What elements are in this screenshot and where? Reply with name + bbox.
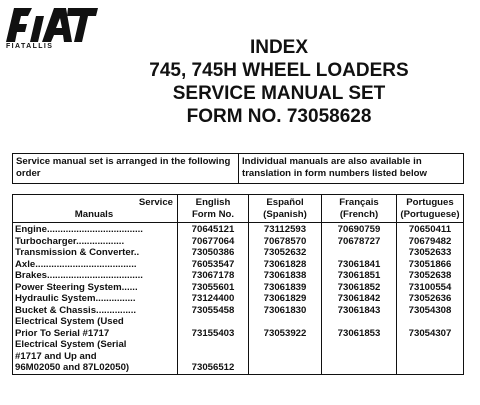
title-line-model: 745, 745H WHEEL LOADERS — [149, 60, 409, 81]
table-row — [13, 293, 464, 305]
manuals-table — [12, 194, 464, 375]
title-line-set: SERVICE MANUAL SET — [172, 83, 386, 104]
table-row — [13, 270, 464, 282]
french-form: 70678727 — [322, 236, 397, 248]
header-english: English Form No. — [178, 195, 249, 223]
spanish-form: 70678570 — [249, 236, 322, 248]
portuguese-form: 70650411 — [408, 224, 452, 235]
french-form: 73061841 — [322, 259, 397, 271]
portuguese-form: 73052633 — [408, 247, 452, 258]
english-form: 76053547 — [178, 259, 249, 271]
manual-name: #1717 and Up and — [13, 351, 178, 363]
table-row — [13, 236, 464, 248]
portuguese-form: 73052638 — [408, 270, 452, 281]
portuguese-form: 73100554 — [408, 281, 452, 293]
spanish-form: 73061828 — [249, 259, 322, 271]
translation-note: Individual manuals are also available in translation in form numbers listed below — [242, 156, 427, 179]
spanish-form: 73061838 — [249, 270, 322, 282]
index-title — [78, 36, 480, 128]
table-row — [13, 305, 464, 317]
portuguese-form — [397, 316, 464, 328]
spanish-form: 73061829 — [249, 293, 322, 305]
french-form — [322, 362, 397, 374]
notes-box — [12, 153, 464, 184]
spanish-form: 73061839 — [249, 282, 322, 294]
portuguese-form — [397, 351, 464, 363]
portuguese-form: 73054308 — [408, 304, 452, 316]
table-row — [13, 223, 464, 236]
english-form: 70677064 — [178, 236, 249, 248]
manual-name: Turbocharger.................. — [13, 236, 178, 248]
french-form — [322, 339, 397, 351]
french-form: 73061851 — [322, 270, 397, 282]
spanish-form: 73061830 — [249, 305, 322, 317]
table-header-row — [13, 195, 464, 223]
manual-name: Electrical System (Serial — [13, 339, 178, 351]
spanish-form — [249, 316, 322, 328]
english-form: 73067178 — [178, 270, 249, 282]
spanish-form — [249, 339, 322, 351]
spanish-form — [249, 351, 322, 363]
manual-name: Axle...................................... — [13, 259, 178, 271]
table-row — [13, 351, 464, 363]
table-row — [13, 282, 464, 294]
header-portuguese: Portugues (Portuguese) — [397, 195, 464, 223]
english-form: 70645121 — [178, 223, 249, 236]
french-form: 73061842 — [322, 293, 397, 305]
table-row — [13, 316, 464, 328]
manual-name: 96M02050 and 87L02050) — [13, 362, 178, 374]
title-line-form: FORM NO. 73058628 — [186, 106, 372, 127]
manual-name: Prior To Serial #1717 — [13, 328, 178, 340]
table-row — [13, 328, 464, 340]
spanish-form: 73053922 — [249, 328, 322, 340]
portuguese-form: 73052636 — [408, 293, 452, 304]
english-form — [178, 351, 249, 363]
manual-name: Transmission & Converter.. — [13, 247, 178, 259]
manual-name: Power Steering System...... — [13, 282, 178, 294]
manual-name: Electrical System (Used — [13, 316, 178, 328]
french-form — [322, 316, 397, 328]
table-row — [13, 247, 464, 259]
header-service-manuals: Service Manuals — [13, 195, 178, 223]
portuguese-form: 70679482 — [408, 235, 452, 247]
spanish-form — [249, 362, 322, 374]
manual-name: Bucket & Chassis............... — [13, 305, 178, 317]
french-form: 73061852 — [322, 282, 397, 294]
header-spanish: Español (Spanish) — [249, 195, 322, 223]
table-row — [13, 339, 464, 351]
table-row — [13, 362, 464, 374]
portuguese-form — [397, 339, 464, 351]
manual-name: Hydraulic System............... — [13, 293, 178, 305]
french-form — [322, 247, 397, 259]
english-form: 73155403 — [178, 328, 249, 340]
french-form: 73061853 — [322, 328, 397, 340]
logo-wordmark: FIATALLIS — [6, 43, 54, 50]
french-form — [322, 351, 397, 363]
header-french: Français (French) — [322, 195, 397, 223]
english-form: 73050386 — [178, 247, 249, 259]
arrangement-note: Service manual set is arranged in the following order — [13, 154, 239, 183]
english-form — [178, 339, 249, 351]
title-line-index: INDEX — [249, 37, 309, 58]
english-form — [178, 316, 249, 328]
english-form: 73055601 — [178, 282, 249, 294]
manual-name: Brakes.................................... — [13, 270, 178, 282]
portuguese-form: 73054307 — [408, 327, 452, 339]
portuguese-form: 73051866 — [408, 258, 452, 270]
french-form: 73061843 — [322, 305, 397, 317]
english-form: 73056512 — [178, 362, 249, 374]
portuguese-form — [397, 362, 464, 374]
manual-name: Engine.................................... — [13, 223, 178, 236]
english-form: 73124400 — [178, 293, 249, 305]
french-form: 70690759 — [322, 223, 397, 236]
spanish-form: 73112593 — [249, 223, 322, 236]
table-row — [13, 259, 464, 271]
spanish-form: 73052632 — [249, 247, 322, 259]
english-form: 73055458 — [178, 305, 249, 317]
